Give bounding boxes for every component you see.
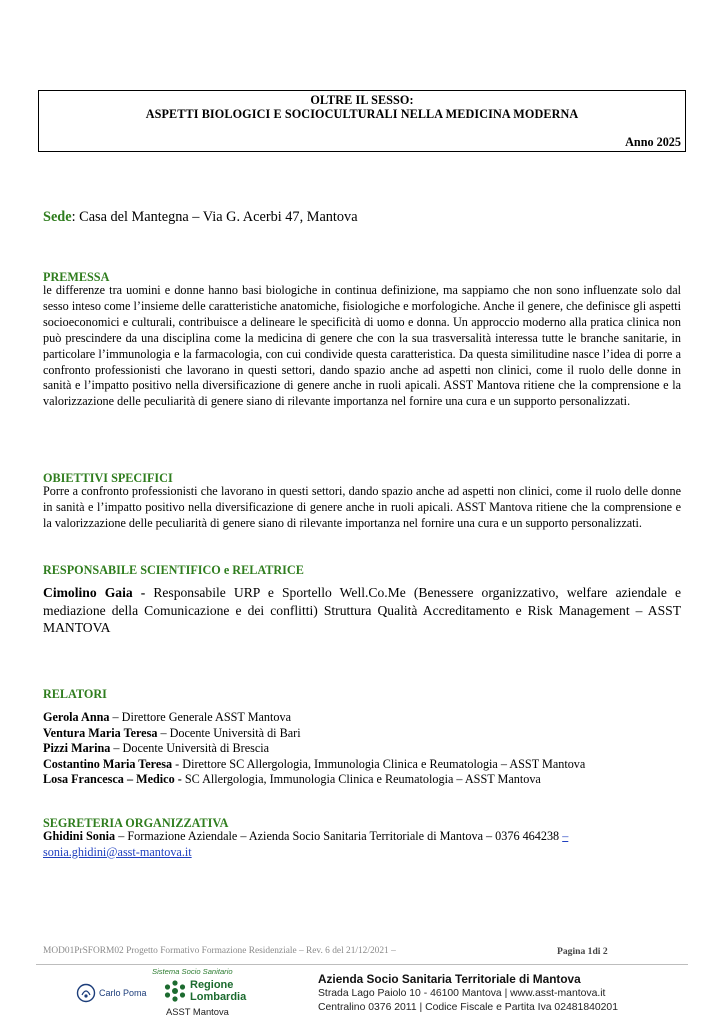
footer-regione-line-2: Lombardia [190, 991, 247, 1003]
footer-divider [36, 964, 688, 965]
footer-doc-code: MOD01PrSFORM02 Progetto Formativo Formazione Residenziale – Rev. 6 del 21/12/2021 – [43, 946, 396, 956]
relatore-name: Costantino Maria Teresa [43, 756, 173, 771]
premessa-heading: PREMESSA [43, 270, 110, 284]
relatore-role: - Direttore SC Allergologia, Immunologia Clinica e Reumatologia – ASST Mantova [172, 756, 586, 771]
relatore-row [43, 772, 585, 788]
regione-lombardia-logo-icon [164, 979, 186, 1003]
segreteria-text [43, 829, 683, 860]
relatore-role: – Docente Università di Bari [157, 725, 301, 740]
segreteria-name: Ghidini Sonia [43, 829, 116, 843]
footer-phone: Centralino 0376 2011 | Codice Fiscale e Partita Iva 02481840201 [318, 1002, 618, 1013]
footer-azienda-name: Azienda Socio Sanitaria Territoriale di Mantova [318, 972, 581, 986]
responsabile-text [43, 584, 681, 637]
footer-carlo-poma: Carlo Poma [99, 988, 147, 998]
responsabile-role: Responsabile URP e Sportello Well.Co.Me (Benessere organizzativo, welfare aziendale e mediazione della Comunicazione e dei conflitti) Struttura Qualità Accreditamento e Risk Management – ASST MANTOVA [43, 585, 681, 636]
segreteria-link-dash[interactable]: – [562, 829, 569, 843]
sede-value: : Casa del Mantegna – Via G. Acerbi 47, Mantova [71, 209, 358, 225]
relatore-role: – Docente Università di Brescia [110, 741, 270, 756]
segreteria-email-link[interactable]: sonia.ghidini@asst-mantova.it [43, 844, 192, 859]
obiettivi-heading: OBIETTIVI SPECIFICI [43, 471, 173, 485]
relatore-row [43, 726, 585, 742]
relatore-role: SC Allergologia, Immunologia Clinica e Reumatologia – ASST Mantova [181, 772, 541, 787]
title-line-2: ASPETTI BIOLOGICI E SOCIOCULTURALI NELLA MEDICINA MODERNA [145, 107, 579, 121]
relatore-name: Gerola Anna [43, 710, 110, 724]
responsabile-heading: RESPONSABILE SCIENTIFICO e RELATRICE [43, 563, 304, 577]
footer-address: Strada Lago Paiolo 10 - 46100 Mantova | www.asst-mantova.it [318, 988, 606, 999]
relatore-row [43, 757, 585, 773]
premessa-text: le differenze tra uomini e donne hanno basi biologiche in continua definizione, ma sappiamo che non sono influenzate solo dal sesso inteso come l’insieme delle caratteristiche anatomiche, fisiologiche e morfologiche. Anche il genere, che definisce gli aspetti socioeconomici e culturali, contribuisce a delineare le specificità di uomo e donna. Un approccio moderno alla pratica clinica non può prescindere da una disciplina come la medicina di genere che con la sua trasversalità interessa tutte le branche sanitarie, in particolare l’immunologia e la farmacologia, con cui condivide questa caratteristica. Da questa similitudine nasce l’idea di porre a confronto professionisti che lavorano in questi settori, dando spazio anche ad aspetti non clinici, come il ruolo delle donne in sanità e l’impatto positivo nella diversificazione di genere anche in ruoli apicali. ASST Mantova ritiene che la comprensione e la valorizzazione delle peculiarità di genere siano di rilevante importanza nel fornire una cura e un supporto personalizzati. [43, 283, 681, 409]
segreteria-heading: SEGRETERIA ORGANIZZATIVA [43, 816, 229, 830]
relatore-name: Pizzi Marina [43, 741, 111, 756]
title-year: Anno 2025 [625, 135, 681, 149]
relatori-heading: RELATORI [43, 687, 107, 701]
title-line-1: OLTRE IL SESSO: [310, 93, 414, 107]
sede-line [43, 209, 358, 225]
footer-regione-line-1: Regione [190, 979, 234, 991]
relatore-name: Losa Francesca – Medico - [43, 772, 182, 787]
relatore-role: – Direttore Generale ASST Mantova [109, 710, 292, 724]
sede-label: Sede [43, 209, 72, 225]
footer-sistema-label: Sistema Socio Sanitario [152, 967, 233, 976]
footer-page-number: Pagina 1di 2 [557, 946, 608, 957]
responsabile-name: Cimolino Gaia - [43, 585, 146, 600]
obiettivi-text: Porre a confronto professionisti che lavorano in questi settori, dando spazio anche ad aspetti non clinici, come il ruolo delle donne in sanità e l’impatto positivo nella diversificazione di genere anche in ruoli apicali. ASST Mantova ritiene che la comprensione e la valorizzazione delle peculiarità di genere siano di rilevante importanza nel fornire una cura e un supporto personalizzati. [43, 484, 681, 530]
title-box [38, 90, 686, 152]
carlo-poma-logo-icon [76, 983, 96, 1003]
segreteria-info: – Formazione Aziendale – Azienda Socio Sanitaria Territoriale di Mantova – 0376 464238 [115, 829, 563, 843]
relatore-row [43, 710, 585, 726]
relatore-name: Ventura Maria Teresa [43, 725, 158, 740]
footer-asst-mantova: ASST Mantova [166, 1006, 229, 1017]
relatori-list [43, 710, 585, 788]
relatore-row [43, 741, 585, 757]
